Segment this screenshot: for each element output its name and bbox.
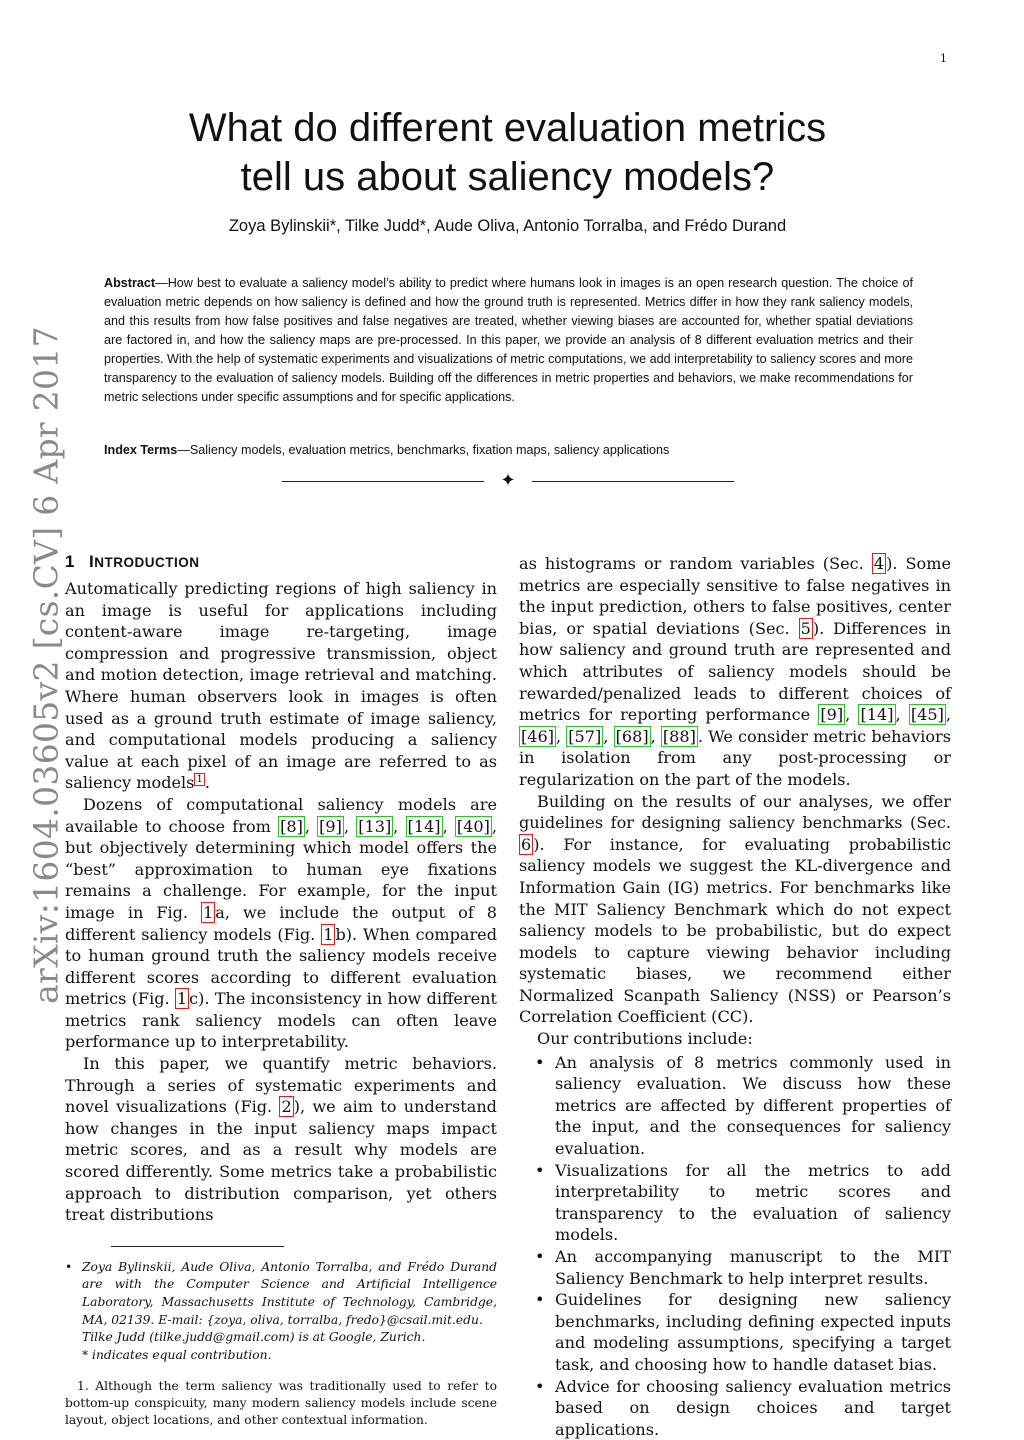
r2-text-b: ). For instance, for evaluating probabilistic saliency models we suggest the KL-divergence and Information Gain (IG) metrics. For benchmarks like the MIT Saliency Benchmark which do not expect saliency models to be probabilistic, but do expect models to capture viewing behavior including systematic biases, we recommend either Normalized Scanpath Saliency (NSS) or Pearson’s Correlation Coefficient (CC). xyxy=(519,834,951,1027)
right-paragraph-2 xyxy=(519,791,951,1029)
r1-sep: , xyxy=(845,705,859,725)
citation-link[interactable]: [46] xyxy=(521,726,555,746)
figure-link[interactable]: 2 xyxy=(281,1097,292,1117)
r1-text-a: as histograms or random variables (Sec. xyxy=(519,554,872,573)
right-column xyxy=(519,553,951,1440)
intro-paragraph-3 xyxy=(65,1053,497,1226)
contributions-intro: Our contributions include: xyxy=(537,1029,753,1049)
figure-link[interactable]: 1 xyxy=(323,924,334,944)
intro-paragraph-1-end: . xyxy=(204,773,210,793)
abstract-text: —How best to evaluate a saliency model’s ability to predict where humans look in images is an open research question. The choice of evaluation metric depends on how saliency is defined and how the ground truth is represented. Metrics differ in how they rank saliency models, and this results from how false positives and false negatives are treated, whether viewing biases are accounted for, whether spatial deviations are factored in, and how the saliency maps are pre-processed. In this paper, we provide an analysis of 8 different evaluation metrics and their properties. With the help of systematic experiments and visualizations of metric computations, we add interpretability to saliency scores and more transparency to the evaluation of saliency models. Building off the differences in metric properties and behaviors, we make recommendations for metric selections under specific assumptions and for specific applications. xyxy=(104,276,913,404)
r1-sep: , xyxy=(556,726,567,746)
bullet-icon: • xyxy=(535,1052,545,1072)
list-item xyxy=(519,1246,951,1289)
citation-link[interactable]: [8] xyxy=(280,816,303,836)
citation-link[interactable]: [88] xyxy=(662,726,696,746)
abstract-label: Abstract xyxy=(104,276,156,290)
section-link[interactable]: 4 xyxy=(873,554,885,573)
section-link[interactable]: 6 xyxy=(521,834,532,854)
arxiv-identifier-stamp: arXiv:1604.03605v2 [cs.CV] 6 Apr 2017 xyxy=(26,326,66,1004)
citation-link[interactable]: [45] xyxy=(910,705,944,725)
r2-text-a: Building on the results of our analyses, we offer guidelines for designing saliency benchmarks (Sec. xyxy=(519,791,951,833)
r1-sep: , xyxy=(650,726,661,746)
list-item-text: An analysis of 8 metrics commonly used in saliency evaluation. We discuss how these metrics are affected by different properties of the input, and the consequences for saliency evaluation. xyxy=(555,1052,951,1159)
list-item-text: Advice for choosing saliency evaluation metrics based on design choices and target applications. xyxy=(555,1376,951,1439)
bullet-icon: • xyxy=(535,1160,545,1180)
index-terms xyxy=(104,441,913,460)
list-item xyxy=(519,1376,951,1440)
section-heading-introduction xyxy=(65,552,497,572)
index-terms-label: Index Terms xyxy=(104,443,178,457)
right-paragraph-1 xyxy=(519,553,951,791)
section-title-rest: NTRODUCTION xyxy=(94,555,200,570)
author-affiliation-note xyxy=(65,1259,497,1365)
citation-link[interactable]: [40] xyxy=(456,816,490,836)
p2-text-a: Dozens of computational saliency models are available to choose from xyxy=(65,794,497,836)
citation-link[interactable]: [9] xyxy=(319,816,342,836)
list-item xyxy=(519,1160,951,1246)
affiliation-line-2: Tilke Judd (tilke.judd@gmail.com) is at Google, Zurich. xyxy=(82,1330,426,1345)
divider-rule-right xyxy=(532,481,734,482)
section-divider xyxy=(282,470,734,494)
bullet-icon: • xyxy=(65,1259,73,1274)
section-link[interactable]: 5 xyxy=(800,618,811,638)
p2-sep: , xyxy=(393,816,406,836)
intro-paragraph-1-text: Automatically predicting regions of high saliency in an image is useful for applications including content-aware image re-targeting, image compression and progressive transmission, object and motion detection, image retrieval and matching. Where human observers look in images is often used as a ground truth estimate of image saliency, and computational models producing a saliency value at each pixel of an image are referred to as saliency models xyxy=(65,579,497,793)
footnote-separator xyxy=(111,1246,284,1247)
divider-star-icon: ✦ xyxy=(500,470,516,491)
list-item xyxy=(519,1289,951,1375)
list-item-text: An accompanying manuscript to the MIT Saliency Benchmark to help interpret results. xyxy=(555,1247,951,1288)
page-number: 1 xyxy=(940,52,947,65)
author-list: Zoya Bylinskii*, Tilke Judd*, Aude Oliva, Antonio Torralba, and Frédo Durand xyxy=(228,217,787,235)
bullet-icon: • xyxy=(535,1290,545,1310)
intro-paragraph-1 xyxy=(65,578,497,794)
citation-link[interactable]: [68] xyxy=(615,726,649,746)
citation-link[interactable]: [57] xyxy=(568,726,602,746)
r1-sep: , xyxy=(945,705,952,725)
intro-paragraph-2 xyxy=(65,794,497,1053)
section-title-initial: I xyxy=(88,552,95,571)
footnote-1: 1. Although the term saliency was traditionally used to refer to bottom-up conspicuity, many modern saliency models include scene layout, object locations, and other contextual information. xyxy=(65,1379,497,1427)
p2-sep: , xyxy=(304,816,318,836)
paper-title xyxy=(100,104,915,202)
citation-link[interactable]: [13] xyxy=(358,816,392,836)
r1-text-c: ). Differences in how saliency and ground truth are represented and which attributes of saliency models should be rewarded/penalized leads to different choices of metrics for reporting performance xyxy=(519,618,951,725)
citation-link[interactable]: [9] xyxy=(820,705,844,725)
list-item-text: Visualizations for all the metrics to add interpretability to metric scores and transparency to the evaluation of saliency models. xyxy=(555,1160,951,1245)
p2-text-b: , but objectively determining which model offers the “best” approximation to human eye fixations remains a challenge. For example, for the input image in Fig. xyxy=(65,816,498,922)
list-item-text: Guidelines for designing new saliency benchmarks, including defining expected inputs and modeling assumptions, specifying a target task, and choosing how to handle dataset bias. xyxy=(555,1290,951,1374)
p2-text-c: a, we include the output of 8 different saliency models (Fig. xyxy=(65,902,498,944)
list-item xyxy=(519,1052,951,1160)
abstract xyxy=(104,274,913,407)
section-number: 1 xyxy=(65,552,75,571)
figure-link[interactable]: 1 xyxy=(203,902,214,922)
p2-text-d: b). When compared to human ground truth the saliency models receive different scores according to different evaluation metrics (Fig. xyxy=(65,924,498,1009)
citation-link[interactable]: [14] xyxy=(860,705,894,725)
paper-title-line-1: What do different evaluation metrics xyxy=(188,106,827,150)
divider-rule-left xyxy=(282,481,484,482)
paper-title-line-2: tell us about saliency models? xyxy=(240,155,775,199)
r1-sep: , xyxy=(603,726,614,746)
index-terms-text: —Saliency models, evaluation metrics, benchmarks, fixation maps, saliency applications xyxy=(177,443,670,457)
affiliation-line-1: Zoya Bylinskii, Aude Oliva, Antonio Torralba, and Frédo Durand are with the Computer Science and Artificial Intelligence Laboratory, Massachusetts Institute of Technology, Cambridge, MA, 02139. E-mail: {zoya, oliva, torralba, fredo}@csail.mit.edu. xyxy=(82,1259,497,1327)
r1-text-b: ). Some metrics are especially sensitive to false negatives in the input prediction, others to false positives, center bias, or spatial deviations (Sec. xyxy=(519,554,952,638)
p2-text-e: c). The inconsistency in how different metrics rank saliency models can often leave performance up to interpretability. xyxy=(65,989,497,1052)
figure-link[interactable]: 1 xyxy=(176,989,188,1009)
footnote-link[interactable]: 1 xyxy=(196,773,203,785)
p2-sep: , xyxy=(343,816,357,836)
bullet-icon: • xyxy=(535,1376,545,1396)
r1-sep: , xyxy=(895,705,909,725)
p3-text-b: ), we aim to understand how changes in the input saliency maps impact metric scores, and as a result why models are scored differently. Some metrics take a probabilistic approach to distribution comparison, yet others treat distributions xyxy=(65,1097,497,1225)
left-column xyxy=(65,552,497,1428)
contributions-list xyxy=(519,1052,951,1440)
citation-link[interactable]: [14] xyxy=(407,816,441,836)
r1-text-d: . We consider metric behaviors in isolation from any post-processing or regularization on the part of the models. xyxy=(519,726,951,789)
affiliation-line-3: * indicates equal contribution. xyxy=(82,1347,272,1362)
p3-text-a: In this paper, we quantify metric behaviors. Through a series of systematic experiments and novel visualizations (Fig. xyxy=(65,1054,497,1117)
bullet-icon: • xyxy=(535,1247,545,1266)
p2-sep: , xyxy=(442,816,455,836)
